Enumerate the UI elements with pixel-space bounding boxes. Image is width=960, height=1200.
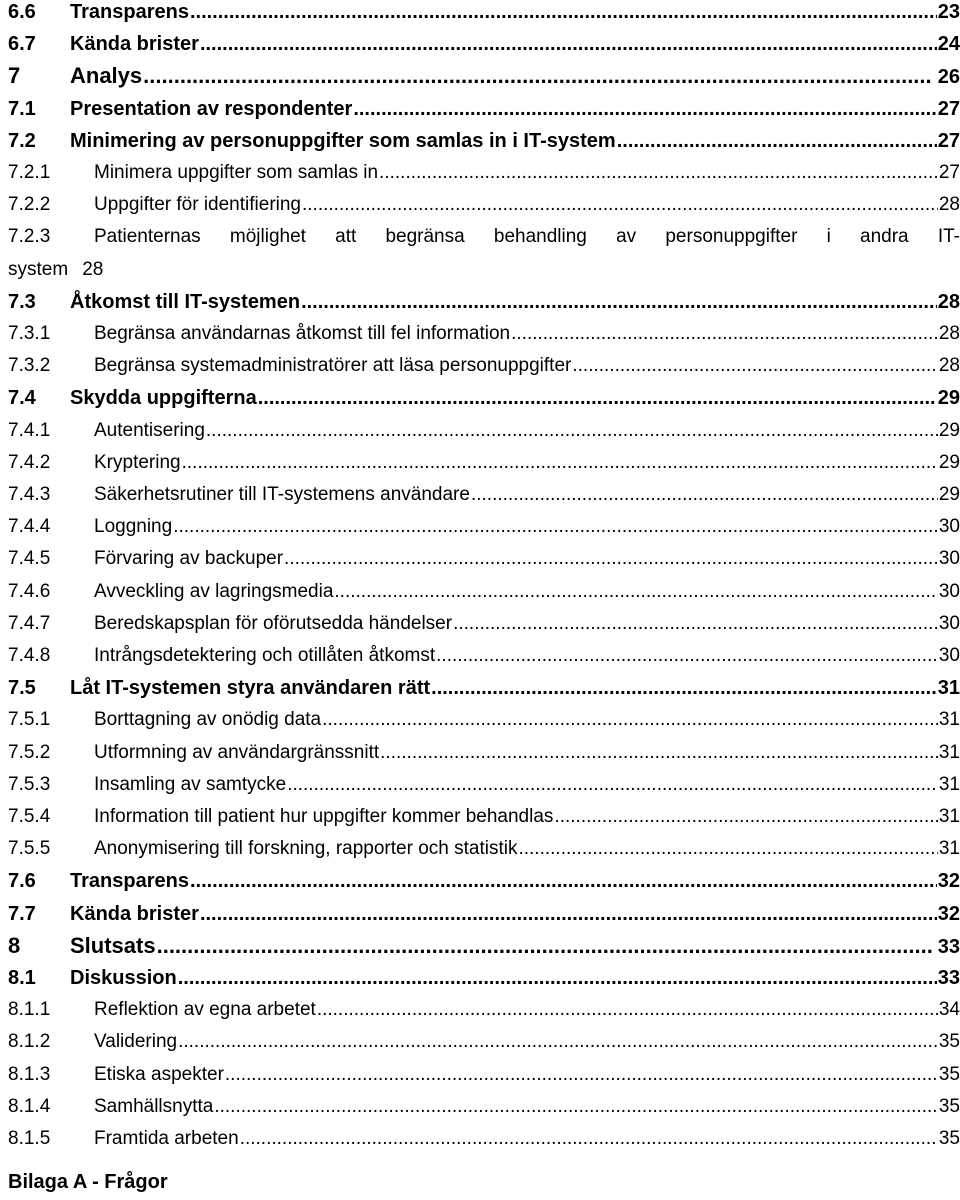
toc-entry-page: 26: [937, 66, 960, 89]
toc-entry[interactable]: [8, 549, 960, 568]
toc-entry-title: Begränsa användarnas åtkomst till fel information: [94, 323, 511, 344]
toc-entry-page: 23: [937, 1, 960, 23]
toc-entry-number: 7.5.1: [8, 709, 51, 731]
toc-dot-leader: [380, 743, 938, 762]
toc-entry-page: 35: [938, 1031, 960, 1053]
toc-entry-title: Avveckling av lagringsmedia: [94, 580, 334, 602]
toc-entry[interactable]: [8, 1065, 960, 1084]
toc-entry[interactable]: [8, 324, 960, 343]
toc-dot-leader: [287, 775, 938, 794]
toc-entry-title: Minimering av personuppgifter som samlas in i IT-system: [70, 129, 616, 152]
toc-dot-leader: [453, 614, 938, 633]
toc-entry-title: Beredskapsplan för oförutsedda händelser: [94, 612, 453, 634]
toc-dot-leader: [436, 646, 938, 665]
toc-entry-title: Begränsa systemadministratörer att läsa personuppgifter: [94, 355, 572, 377]
toc-entry-number: 7.5: [8, 677, 36, 700]
toc-entry-title: Säkerhetsrutiner till IT-systemens användare: [94, 484, 470, 505]
toc-entry-title-continuation: system: [8, 258, 69, 280]
toc-entry-number: 8.1.3: [8, 1063, 51, 1085]
toc-entry[interactable]: [8, 646, 960, 665]
toc-entry-page: 30: [938, 516, 960, 538]
toc-entry-title: Transparens: [70, 870, 189, 893]
toc-dot-leader: [322, 710, 938, 729]
toc-entry-number: 8.1.2: [8, 1031, 51, 1053]
toc-entry-number: 8.1.1: [8, 999, 51, 1021]
toc-entry-page: 29: [938, 419, 960, 441]
toc-entry[interactable]: [8, 131, 960, 151]
toc-entry-title: Patienternas möjlighet att begränsa behandling av personuppgifter i andra IT-: [94, 226, 960, 248]
toc-entry[interactable]: [8, 453, 960, 472]
toc-entry-page: 27: [938, 162, 960, 183]
toc-entry[interactable]: [8, 710, 960, 729]
toc-entry-page: 28: [938, 355, 960, 377]
toc-entry-title: Kryptering: [94, 451, 181, 473]
toc-dot-leader: [302, 195, 938, 214]
toc-entry-title: Kända brister: [70, 33, 199, 56]
toc-entry[interactable]: [8, 485, 960, 504]
toc-entry-number: 8.1.5: [8, 1128, 51, 1149]
toc-entry-page: 28: [937, 290, 960, 313]
toc-entry[interactable]: [8, 839, 960, 858]
toc-entry-number: 7.5.3: [8, 773, 51, 795]
toc-entry[interactable]: [8, 614, 960, 633]
toc-entry-number: 7.6: [8, 870, 36, 893]
toc-entry-number: 8.1.4: [8, 1095, 51, 1117]
toc-dot-leader: [200, 34, 937, 54]
toc-entry-page: 31: [937, 677, 960, 700]
toc-entry-number: 7.3: [8, 290, 36, 313]
toc-entry-page: 28: [82, 258, 104, 280]
toc-entry[interactable]: [8, 195, 960, 214]
toc-entry[interactable]: [8, 421, 960, 440]
toc-entry[interactable]: [8, 1000, 960, 1019]
toc-entry[interactable]: [8, 1097, 960, 1116]
toc-entry[interactable]: [8, 871, 960, 891]
toc-entry-number: 7.5.4: [8, 806, 51, 827]
toc-entry-page: 30: [938, 548, 960, 570]
toc-entry-number: 7.1: [8, 97, 36, 120]
toc-entry-number: 7.4.6: [8, 580, 51, 602]
toc-entry-page: 33: [937, 967, 960, 989]
toc-entry-page: 28: [938, 194, 960, 216]
toc-entry-number: 7.4.7: [8, 612, 51, 634]
toc-entry-page: 29: [938, 451, 960, 473]
toc-entry-title: Slutsats: [70, 932, 156, 958]
toc-entry-number: 7.2.1: [8, 162, 51, 183]
toc-dot-leader: [471, 485, 938, 504]
toc-dot-leader: [317, 1000, 938, 1019]
toc-entry[interactable]: [8, 582, 960, 601]
toc-entry-title: Samhällsnytta: [94, 1095, 214, 1117]
toc-entry[interactable]: [8, 743, 960, 762]
toc-entry-page: 35: [938, 1095, 960, 1117]
toc-entry-number: 7.2.2: [8, 194, 51, 216]
toc-dot-leader: [225, 1065, 938, 1084]
toc-entry[interactable]: [8, 1129, 960, 1148]
toc-entry-title: Utformning av användargränssnitt: [94, 741, 380, 763]
toc-entry-title: Transparens: [70, 1, 189, 23]
toc-entry-page: 29: [937, 387, 960, 410]
toc-entry-number: 7.4.5: [8, 548, 51, 570]
toc-entry-number: 7.5.2: [8, 741, 51, 763]
toc-entry-page: 32: [937, 870, 960, 893]
toc-dot-leader: [258, 388, 937, 408]
toc-entry[interactable]: [8, 807, 960, 826]
toc-dot-leader: [157, 935, 932, 957]
toc-entry-title: Analys: [70, 63, 143, 89]
toc-entry-number: 7.2: [8, 129, 36, 152]
toc-dot-leader: [511, 324, 938, 343]
toc-dot-leader: [431, 678, 937, 698]
toc-dot-leader: [334, 582, 937, 601]
toc-entry-number: 7.2.3: [8, 226, 51, 248]
toc-entry-number: 7: [8, 63, 21, 89]
toc-dot-leader: [143, 65, 932, 87]
toc-entry-title: Förvaring av backuper: [94, 548, 284, 570]
toc-entry-title: Kända brister: [70, 902, 199, 925]
toc-entry-page: 35: [938, 1063, 960, 1085]
toc-entry-title: Åtkomst till IT-systemen: [70, 290, 301, 313]
toc-entry[interactable]: [8, 99, 960, 119]
toc-entry-continuation[interactable]: [8, 260, 103, 279]
toc-entry-number: 7.3.1: [8, 323, 51, 344]
toc-dot-leader: [190, 2, 937, 22]
toc-entry[interactable]: [8, 34, 960, 54]
toc-entry[interactable]: [8, 163, 960, 182]
toc-entry-page: 30: [938, 612, 960, 634]
toc-entry-title: Borttagning av onödig data: [94, 709, 322, 731]
toc-entry[interactable]: [8, 356, 960, 375]
toc-entry-title: Diskussion: [70, 967, 177, 989]
toc-entry[interactable]: [8, 678, 960, 698]
toc-entry-page: 31: [938, 709, 960, 731]
toc-dot-leader: [200, 904, 937, 924]
toc-entry-number: 7.4.8: [8, 645, 51, 666]
toc-entry-number: 7.4: [8, 387, 36, 410]
toc-dot-leader: [190, 871, 937, 891]
toc-dot-leader: [301, 292, 937, 312]
toc-entry-page: 27: [937, 129, 960, 152]
toc-entry-page: 31: [938, 741, 960, 763]
toc-entry-title: Etiska aspekter: [94, 1063, 224, 1085]
toc-entry-page: 27: [937, 97, 960, 120]
toc-entry-page: 30: [938, 645, 960, 666]
toc-dot-leader: [182, 453, 938, 472]
toc-entry-number: 7.5.5: [8, 838, 51, 860]
toc-entry-title: Låt IT-systemen styra användaren rätt: [70, 677, 431, 700]
toc-dot-leader: [572, 356, 938, 375]
toc-entry-number: 7.3.2: [8, 355, 51, 377]
toc-entry-title: Reflektion av egna arbetet: [94, 999, 316, 1021]
toc-entry-page: 30: [938, 580, 960, 602]
toc-dot-leader: [284, 549, 938, 568]
toc-entry-page: 28: [938, 323, 960, 344]
toc-entry[interactable]: [8, 517, 960, 536]
toc-dot-leader: [240, 1129, 938, 1148]
toc-entry-title: Minimera uppgifter som samlas in: [94, 162, 379, 183]
toc-entry[interactable]: [8, 932, 960, 958]
toc-entry[interactable]: [8, 904, 960, 924]
toc-entry-title: Loggning: [94, 516, 173, 538]
toc-dot-leader: [178, 968, 937, 988]
toc-entry-page: 35: [938, 1128, 960, 1149]
toc-entry[interactable]: [8, 388, 960, 408]
toc-entry-page: 33: [937, 935, 960, 958]
toc-entry-title: Presentation av respondenter: [70, 97, 353, 120]
toc-dot-leader: [518, 839, 937, 858]
toc-dot-leader: [617, 131, 937, 151]
toc-entry-title: Uppgifter för identifiering: [94, 194, 301, 216]
toc-entry-title: Intrångsdetektering och otillåten åtkomst: [94, 645, 436, 666]
appendix-heading: Bilaga A - Frågor: [8, 1171, 168, 1193]
toc-entry-page: 29: [938, 484, 960, 505]
toc-entry[interactable]: [8, 292, 960, 312]
toc-entry-title: Insamling av samtycke: [94, 773, 287, 795]
toc-entry[interactable]: [8, 221, 960, 253]
toc-entry-page: 32: [937, 902, 960, 925]
toc-entry-title: Skydda uppgifterna: [70, 387, 257, 410]
toc-entry[interactable]: [8, 1032, 960, 1051]
toc-entry-title: Validering: [94, 1031, 178, 1053]
toc-entry-title: Information till patient hur uppgifter kommer behandlas: [94, 806, 554, 827]
toc-entry-number: 7.7: [8, 902, 36, 925]
toc-entry-page: 31: [938, 838, 960, 860]
toc-entry-title: Framtida arbeten: [94, 1128, 239, 1149]
toc-entry-number: 7.4.4: [8, 516, 51, 538]
toc-dot-leader: [206, 421, 938, 440]
toc-entry-number: 8.1: [8, 967, 36, 989]
toc-entry[interactable]: [8, 775, 960, 794]
toc-entry-page: 24: [937, 33, 960, 56]
toc-entry[interactable]: [8, 968, 960, 988]
toc-entry-number: 7.4.3: [8, 484, 51, 505]
toc-entry-page: 31: [938, 806, 960, 827]
toc-dot-leader: [214, 1097, 938, 1116]
toc-entry[interactable]: [8, 2, 960, 22]
toc-entry-page: 34: [938, 999, 960, 1021]
toc-entry-number: 6.7: [8, 33, 36, 56]
toc-dot-leader: [173, 517, 938, 536]
toc-dot-leader: [178, 1032, 938, 1051]
toc-entry-title: Anonymisering till forskning, rapporter och statistik: [94, 838, 518, 860]
toc-entry-number: 8: [8, 932, 21, 958]
toc-dot-leader: [554, 807, 937, 826]
toc-entry-number: 7.4.1: [8, 419, 51, 441]
toc-entry-page: 31: [938, 773, 960, 795]
toc-entry-number: 6.6: [8, 1, 36, 23]
toc-entry-number: 7.4.2: [8, 451, 51, 473]
toc-entry[interactable]: [8, 65, 960, 87]
toc-dot-leader: [353, 99, 936, 119]
toc-entry-title: Autentisering: [94, 419, 205, 441]
toc-dot-leader: [379, 163, 938, 182]
